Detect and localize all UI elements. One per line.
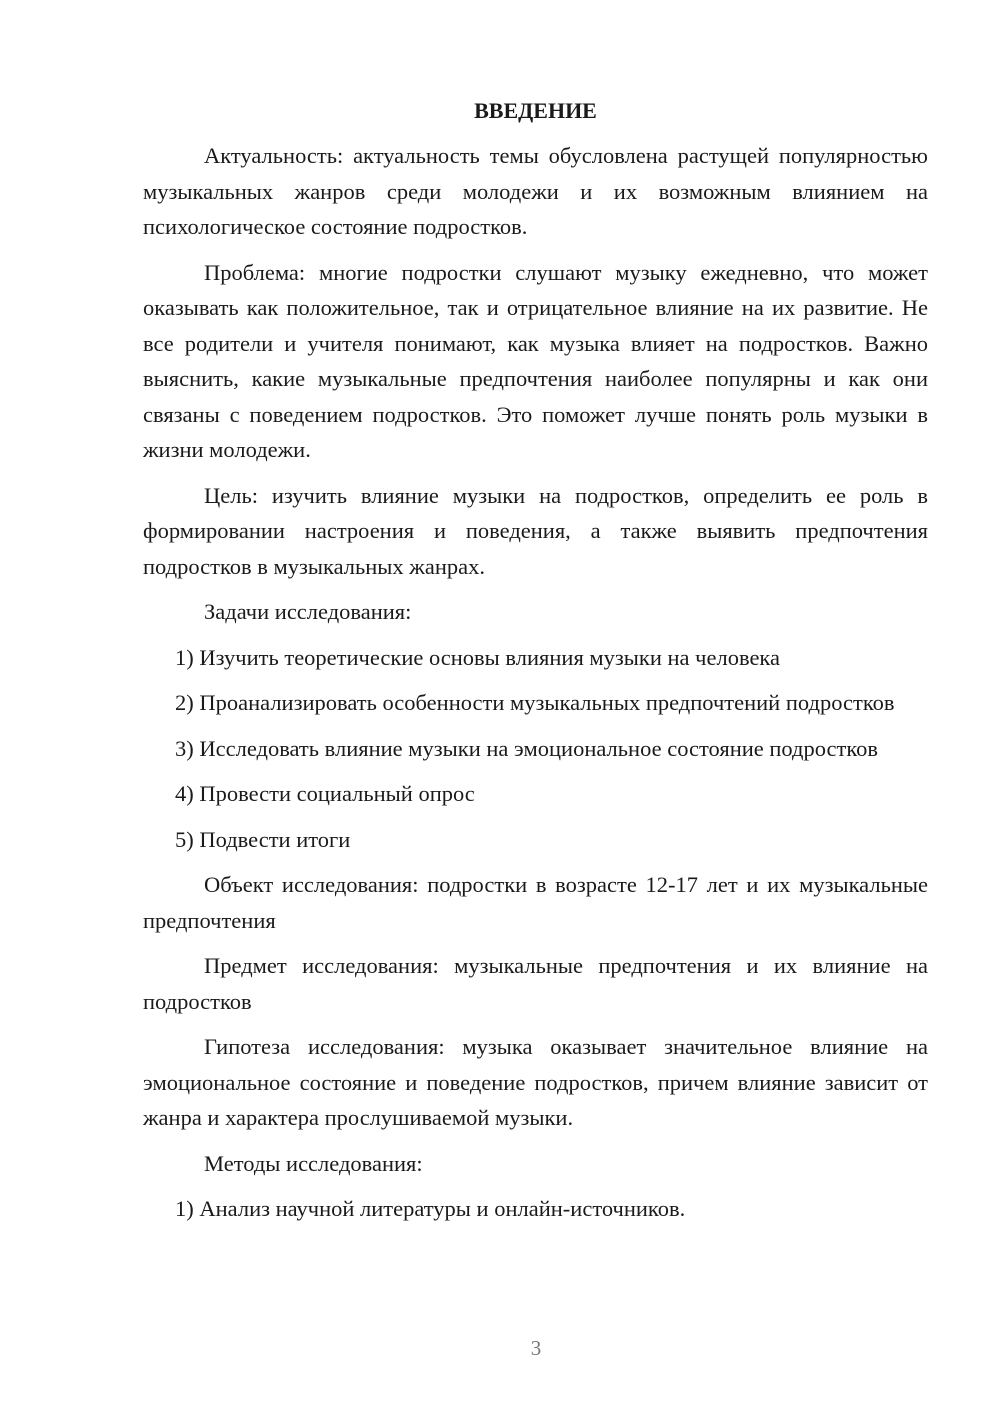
paragraph-relevance: Актуальность: актуальность темы обусловлена растущей популярностью музыкальных жанров среди молодежи и их возможным влиянием на психологическое состояние подростков.: [143, 143, 928, 239]
task-item-4: 4) Провести социальный опрос: [175, 781, 475, 806]
method-item-1: 1) Анализ научной литературы и онлайн-источников.: [175, 1196, 686, 1221]
paragraph-object: Объект исследования: подростки в возрасте 12-17 лет и их музыкальные предпочтения: [143, 872, 928, 933]
paragraph-tasks-heading: Задачи исследования:: [204, 599, 412, 624]
section-title: ВВЕДЕНИЕ: [474, 98, 597, 123]
paragraph-subject: Предмет исследования: музыкальные предпочтения и их влияние на подростков: [143, 953, 928, 1014]
page-content: [143, 93, 928, 1237]
task-item-2: 2) Проанализировать особенности музыкальных предпочтений подростков: [175, 690, 895, 715]
paragraph-hypothesis: Гипотеза исследования: музыка оказывает значительное влияние на эмоциональное состояние и поведение подростков, причем влияние зависит от жанра и характера прослушиваемой музыки.: [143, 1034, 928, 1130]
task-item-5: 5) Подвести итоги: [175, 826, 351, 852]
task-item-1: 1) Изучить теоретические основы влияния музыки на человека: [175, 644, 781, 670]
task-item-3: 3) Исследовать влияние музыки на эмоциональное состояние подростков: [175, 735, 879, 761]
paragraph-methods-heading: Методы исследования:: [204, 1150, 423, 1176]
paragraph-problem: Проблема: многие подростки слушают музыку ежедневно, что может оказывать как положительное, так и отрицательное влияние на их развитие. Не все родители и учителя понимают, как музыка влияет на подростков. Важно выяснить, какие музыкальные предпочтения наиболее популярны и как они связаны с поведением подростков. Это поможет лучше понять роль музыки в жизни молодежи.: [143, 259, 928, 462]
page-number: 3: [530, 1336, 542, 1360]
paragraph-goal: Цель: изучить влияние музыки на подростков, определить ее роль в формировании настроения и поведения, а также выявить предпочтения подростков в музыкальных жанрах.: [143, 482, 928, 579]
